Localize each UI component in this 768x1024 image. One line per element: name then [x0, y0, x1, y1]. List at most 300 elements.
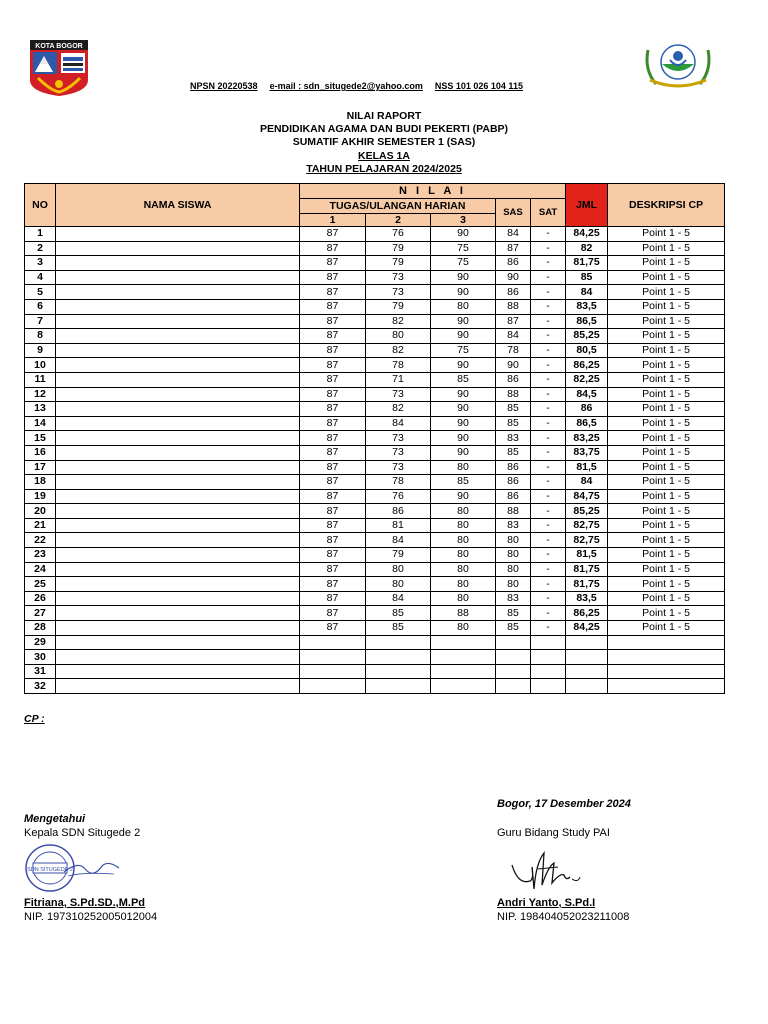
cell-desk: Point 1 - 5	[608, 533, 725, 548]
cell-t2: 78	[366, 358, 431, 373]
cell-t1: 87	[300, 445, 366, 460]
cell-t2: 71	[366, 372, 431, 387]
cell-t3: 90	[431, 358, 496, 373]
cell-nama	[56, 460, 300, 475]
npsn-text: NPSN 20220538	[190, 81, 258, 91]
cell-jml	[566, 664, 608, 679]
cell-sas: 80	[496, 562, 531, 577]
cell-t2: 73	[366, 270, 431, 285]
cell-t3: 80	[431, 518, 496, 533]
table-row	[25, 329, 725, 344]
header-tugas-1: 1	[300, 214, 366, 227]
cell-nama	[56, 577, 300, 592]
cell-sas: 83	[496, 431, 531, 446]
cell-sat: -	[531, 270, 566, 285]
cell-t1: 87	[300, 343, 366, 358]
cell-sat: -	[531, 256, 566, 271]
cell-t1: 87	[300, 431, 366, 446]
cell-sas: 80	[496, 533, 531, 548]
table-row	[25, 431, 725, 446]
cell-desk: Point 1 - 5	[608, 387, 725, 402]
table-row	[25, 299, 725, 314]
table-row	[25, 387, 725, 402]
table-row	[25, 227, 725, 242]
cell-jml: 86,25	[566, 358, 608, 373]
cell-no: 10	[25, 358, 56, 373]
cell-jml: 82,75	[566, 518, 608, 533]
cell-t2: 79	[366, 256, 431, 271]
cell-sas: 85	[496, 416, 531, 431]
cell-t1: 87	[300, 299, 366, 314]
cell-t2	[366, 650, 431, 665]
kota-bogor-logo	[30, 40, 88, 96]
cell-t3: 80	[431, 533, 496, 548]
table-row	[25, 621, 725, 636]
table-row	[25, 591, 725, 606]
cell-t1: 87	[300, 270, 366, 285]
cell-jml: 83,25	[566, 431, 608, 446]
header-sat: SAT	[531, 199, 566, 227]
cell-t1: 87	[300, 387, 366, 402]
cell-sat	[531, 679, 566, 694]
cell-nama	[56, 431, 300, 446]
cell-sat: -	[531, 460, 566, 475]
cell-nama	[56, 504, 300, 519]
cell-no: 14	[25, 416, 56, 431]
cell-no: 16	[25, 445, 56, 460]
cell-sat: -	[531, 416, 566, 431]
cell-t1: 87	[300, 358, 366, 373]
cell-no: 6	[25, 299, 56, 314]
cell-t2: 81	[366, 518, 431, 533]
cell-sas	[496, 664, 531, 679]
table-row	[25, 285, 725, 300]
cell-t2: 82	[366, 343, 431, 358]
cell-no: 15	[25, 431, 56, 446]
cell-t1: 87	[300, 548, 366, 563]
cell-sas: 83	[496, 518, 531, 533]
cell-t2: 80	[366, 562, 431, 577]
cell-no: 22	[25, 533, 56, 548]
cell-sat: -	[531, 387, 566, 402]
teacher-role: Guru Bidang Study PAI	[497, 827, 610, 839]
title-line-3: SUMATIF AKHIR SEMESTER 1 (SAS)	[292, 136, 476, 149]
cell-t2	[366, 664, 431, 679]
table-row	[25, 548, 725, 563]
cell-sat: -	[531, 591, 566, 606]
cell-nama	[56, 533, 300, 548]
cell-jml: 81,5	[566, 548, 608, 563]
cell-jml: 84,75	[566, 489, 608, 504]
cell-t1: 87	[300, 256, 366, 271]
cell-desk: Point 1 - 5	[608, 489, 725, 504]
cell-t3: 75	[431, 241, 496, 256]
table-row	[25, 402, 725, 417]
cell-nama	[56, 562, 300, 577]
table-row	[25, 606, 725, 621]
cell-no: 11	[25, 372, 56, 387]
cell-t3: 75	[431, 343, 496, 358]
cell-sat: -	[531, 372, 566, 387]
school-logo	[642, 40, 714, 90]
cell-t3: 90	[431, 285, 496, 300]
cell-nama	[56, 299, 300, 314]
cell-sas: 80	[496, 548, 531, 563]
cell-jml: 82,75	[566, 533, 608, 548]
cell-t3: 90	[431, 416, 496, 431]
cell-no: 18	[25, 475, 56, 490]
cell-desk: Point 1 - 5	[608, 402, 725, 417]
cell-nama	[56, 227, 300, 242]
table-row	[25, 358, 725, 373]
table-row	[25, 533, 725, 548]
cell-no: 17	[25, 460, 56, 475]
cell-sas: 88	[496, 299, 531, 314]
cell-desk	[608, 664, 725, 679]
stamp-text: SDN SITUGEDE 2	[27, 867, 73, 873]
cell-t2: 80	[366, 577, 431, 592]
cell-t1: 87	[300, 504, 366, 519]
cell-t3: 80	[431, 562, 496, 577]
cell-t2	[366, 679, 431, 694]
header-no: NO	[25, 184, 56, 227]
headmaster-name: Fitriana, S.Pd.SD.,M.Pd	[24, 897, 146, 909]
cell-sat: -	[531, 227, 566, 242]
teacher-nip: NIP. 198404052023211008	[497, 911, 630, 923]
cell-desk: Point 1 - 5	[608, 343, 725, 358]
cell-no: 26	[25, 591, 56, 606]
table-row	[25, 562, 725, 577]
cell-jml: 83,75	[566, 445, 608, 460]
cell-t3: 85	[431, 475, 496, 490]
cell-sas: 90	[496, 270, 531, 285]
cell-jml: 85	[566, 270, 608, 285]
cell-sas: 86	[496, 460, 531, 475]
cell-desk: Point 1 - 5	[608, 241, 725, 256]
cell-no: 1	[25, 227, 56, 242]
cell-no: 23	[25, 548, 56, 563]
cell-t1: 87	[300, 314, 366, 329]
cell-sas: 90	[496, 358, 531, 373]
cell-t3	[431, 664, 496, 679]
cell-t1	[300, 650, 366, 665]
cell-sas	[496, 650, 531, 665]
logo-left-text: KOTA BOGOR	[35, 43, 83, 50]
cell-sas: 86	[496, 285, 531, 300]
table-row	[25, 445, 725, 460]
header-nama-siswa: NAMA SISWA	[56, 184, 300, 227]
table-row	[25, 314, 725, 329]
cell-jml: 81,5	[566, 460, 608, 475]
cell-no: 3	[25, 256, 56, 271]
cell-t2: 79	[366, 299, 431, 314]
cell-jml: 84	[566, 285, 608, 300]
cell-t3: 90	[431, 314, 496, 329]
table-row	[25, 650, 725, 665]
cell-t3	[431, 679, 496, 694]
cell-no: 5	[25, 285, 56, 300]
cell-jml: 83,5	[566, 591, 608, 606]
cell-desk: Point 1 - 5	[608, 314, 725, 329]
cell-t1: 87	[300, 227, 366, 242]
cell-desk: Point 1 - 5	[608, 256, 725, 271]
table-row	[25, 416, 725, 431]
headmaster-role: Kepala SDN Situgede 2	[24, 827, 141, 839]
cell-no: 13	[25, 402, 56, 417]
cell-t2: 85	[366, 621, 431, 636]
header-tugas-3: 3	[431, 214, 496, 227]
cell-nama	[56, 387, 300, 402]
title-line-5: TAHUN PELAJARAN 2024/2025	[306, 162, 462, 175]
cell-nama	[56, 358, 300, 373]
nss-text: NSS 101 026 104 115	[434, 81, 523, 91]
cell-nama	[56, 518, 300, 533]
grades-table	[24, 183, 725, 694]
report-titles	[0, 110, 768, 176]
cell-no: 8	[25, 329, 56, 344]
cell-sas: 88	[496, 504, 531, 519]
cell-t1	[300, 635, 366, 650]
cell-sas: 85	[496, 621, 531, 636]
cell-t1: 87	[300, 562, 366, 577]
cell-sat	[531, 635, 566, 650]
cell-nama	[56, 314, 300, 329]
table-row	[25, 270, 725, 285]
cell-t2: 82	[366, 402, 431, 417]
cell-desk: Point 1 - 5	[608, 504, 725, 519]
table-row	[25, 577, 725, 592]
header-tugas-2: 2	[366, 214, 431, 227]
cell-t3: 80	[431, 591, 496, 606]
cell-jml: 84,5	[566, 387, 608, 402]
cell-t2: 84	[366, 416, 431, 431]
cell-nama	[56, 329, 300, 344]
cell-no: 28	[25, 621, 56, 636]
cell-sas: 85	[496, 445, 531, 460]
cell-t1: 87	[300, 241, 366, 256]
cell-sat: -	[531, 241, 566, 256]
cell-t2: 79	[366, 548, 431, 563]
cell-jml: 80,5	[566, 343, 608, 358]
cell-t2: 84	[366, 533, 431, 548]
cell-sas: 85	[496, 606, 531, 621]
cell-t1: 87	[300, 518, 366, 533]
cell-desk: Point 1 - 5	[608, 518, 725, 533]
cell-sat: -	[531, 431, 566, 446]
cell-sas	[496, 679, 531, 694]
mengetahui-label: Mengetahui	[24, 813, 86, 825]
cell-jml: 86,25	[566, 606, 608, 621]
cell-t1: 87	[300, 372, 366, 387]
cell-t3: 90	[431, 227, 496, 242]
cell-jml: 81,75	[566, 577, 608, 592]
cell-t2: 76	[366, 489, 431, 504]
cell-nama	[56, 241, 300, 256]
cell-t3: 80	[431, 577, 496, 592]
table-row	[25, 489, 725, 504]
cell-no: 29	[25, 635, 56, 650]
cell-desk: Point 1 - 5	[608, 460, 725, 475]
cell-desk: Point 1 - 5	[608, 329, 725, 344]
cell-desk: Point 1 - 5	[608, 358, 725, 373]
table-row	[25, 475, 725, 490]
cell-sat: -	[531, 329, 566, 344]
cell-sas: 83	[496, 591, 531, 606]
cell-t3	[431, 635, 496, 650]
cell-sas: 86	[496, 256, 531, 271]
cell-jml: 86,5	[566, 314, 608, 329]
cell-nama	[56, 285, 300, 300]
cell-t3: 75	[431, 256, 496, 271]
cell-t2: 73	[366, 460, 431, 475]
header-sas: SAS	[496, 199, 531, 227]
cell-sat: -	[531, 402, 566, 417]
cell-no: 31	[25, 664, 56, 679]
cell-desk: Point 1 - 5	[608, 548, 725, 563]
cell-t2: 84	[366, 591, 431, 606]
cell-sat: -	[531, 518, 566, 533]
cell-sat	[531, 664, 566, 679]
cell-jml: 84	[566, 475, 608, 490]
cell-desk: Point 1 - 5	[608, 475, 725, 490]
cell-sas: 78	[496, 343, 531, 358]
cell-sas: 86	[496, 372, 531, 387]
cell-desk: Point 1 - 5	[608, 591, 725, 606]
table-row	[25, 679, 725, 694]
cell-nama	[56, 679, 300, 694]
cell-desk: Point 1 - 5	[608, 270, 725, 285]
table-row	[25, 504, 725, 519]
cell-no: 7	[25, 314, 56, 329]
cell-sat: -	[531, 562, 566, 577]
cell-t2: 73	[366, 431, 431, 446]
cell-no: 25	[25, 577, 56, 592]
cell-sas: 87	[496, 314, 531, 329]
cell-nama	[56, 606, 300, 621]
table-row	[25, 343, 725, 358]
cell-t2	[366, 635, 431, 650]
cell-jml: 85,25	[566, 504, 608, 519]
school-info-line	[190, 81, 523, 91]
cell-t1: 87	[300, 533, 366, 548]
table-row	[25, 518, 725, 533]
cell-t3: 80	[431, 504, 496, 519]
cell-sat: -	[531, 504, 566, 519]
cell-t3: 90	[431, 431, 496, 446]
cell-nama	[56, 372, 300, 387]
teacher-name: Andri Yanto, S.Pd.I	[497, 897, 596, 909]
cell-sas	[496, 635, 531, 650]
cell-t1	[300, 664, 366, 679]
cell-nama	[56, 591, 300, 606]
cell-no: 21	[25, 518, 56, 533]
cell-t1: 87	[300, 577, 366, 592]
cell-t3: 90	[431, 489, 496, 504]
cell-jml: 81,75	[566, 256, 608, 271]
cell-t1: 87	[300, 606, 366, 621]
cell-jml: 86	[566, 402, 608, 417]
cell-desk: Point 1 - 5	[608, 285, 725, 300]
cell-t3: 88	[431, 606, 496, 621]
cell-t2: 73	[366, 387, 431, 402]
table-row	[25, 256, 725, 271]
cell-t2: 73	[366, 445, 431, 460]
cell-sat: -	[531, 548, 566, 563]
cell-sas: 85	[496, 402, 531, 417]
cell-sat: -	[531, 475, 566, 490]
cell-t1: 87	[300, 475, 366, 490]
teacher-signature	[508, 845, 588, 895]
cell-no: 4	[25, 270, 56, 285]
cell-desk: Point 1 - 5	[608, 606, 725, 621]
cell-sat: -	[531, 621, 566, 636]
header-tugas: TUGAS/ULANGAN HARIAN	[300, 199, 496, 214]
cell-desk: Point 1 - 5	[608, 621, 725, 636]
cell-desk: Point 1 - 5	[608, 372, 725, 387]
cell-desk: Point 1 - 5	[608, 577, 725, 592]
title-line-2: PENDIDIKAN AGAMA DAN BUDI PEKERTI (PABP)	[259, 123, 509, 136]
cell-t3	[431, 650, 496, 665]
cell-nama	[56, 489, 300, 504]
title-line-4: KELAS 1A	[358, 149, 410, 162]
table-row	[25, 460, 725, 475]
cell-nama	[56, 343, 300, 358]
header-deskripsi-cp: DESKRIPSI CP	[608, 184, 725, 227]
cell-t1: 87	[300, 285, 366, 300]
cell-t3: 80	[431, 460, 496, 475]
cell-t1: 87	[300, 591, 366, 606]
cell-sas: 87	[496, 241, 531, 256]
cell-nama	[56, 402, 300, 417]
cell-t1: 87	[300, 416, 366, 431]
cell-no: 24	[25, 562, 56, 577]
cell-t2: 73	[366, 285, 431, 300]
cell-t2: 78	[366, 475, 431, 490]
table-row	[25, 635, 725, 650]
title-line-1: NILAI RAPORT	[346, 110, 422, 122]
cell-jml: 84,25	[566, 227, 608, 242]
cell-jml: 82	[566, 241, 608, 256]
cell-t3: 90	[431, 329, 496, 344]
cell-t1: 87	[300, 329, 366, 344]
cell-desk: Point 1 - 5	[608, 299, 725, 314]
cell-desk	[608, 650, 725, 665]
cell-t2: 80	[366, 329, 431, 344]
cell-t3: 90	[431, 445, 496, 460]
cell-jml: 85,25	[566, 329, 608, 344]
cell-jml	[566, 679, 608, 694]
cell-desk: Point 1 - 5	[608, 416, 725, 431]
cell-t3: 90	[431, 402, 496, 417]
cell-sat: -	[531, 445, 566, 460]
cell-jml	[566, 650, 608, 665]
cell-jml: 83,5	[566, 299, 608, 314]
place-date: Bogor, 17 Desember 2024	[497, 798, 631, 810]
cell-nama	[56, 650, 300, 665]
cell-t2: 79	[366, 241, 431, 256]
cell-t3: 80	[431, 548, 496, 563]
cell-desk	[608, 635, 725, 650]
cell-no: 2	[25, 241, 56, 256]
header-jml: JML	[566, 184, 608, 227]
cell-sas: 84	[496, 329, 531, 344]
cell-no: 9	[25, 343, 56, 358]
cell-t1	[300, 679, 366, 694]
cell-sas: 80	[496, 577, 531, 592]
cell-jml: 81,75	[566, 562, 608, 577]
cell-sat: -	[531, 285, 566, 300]
cell-t3: 90	[431, 387, 496, 402]
